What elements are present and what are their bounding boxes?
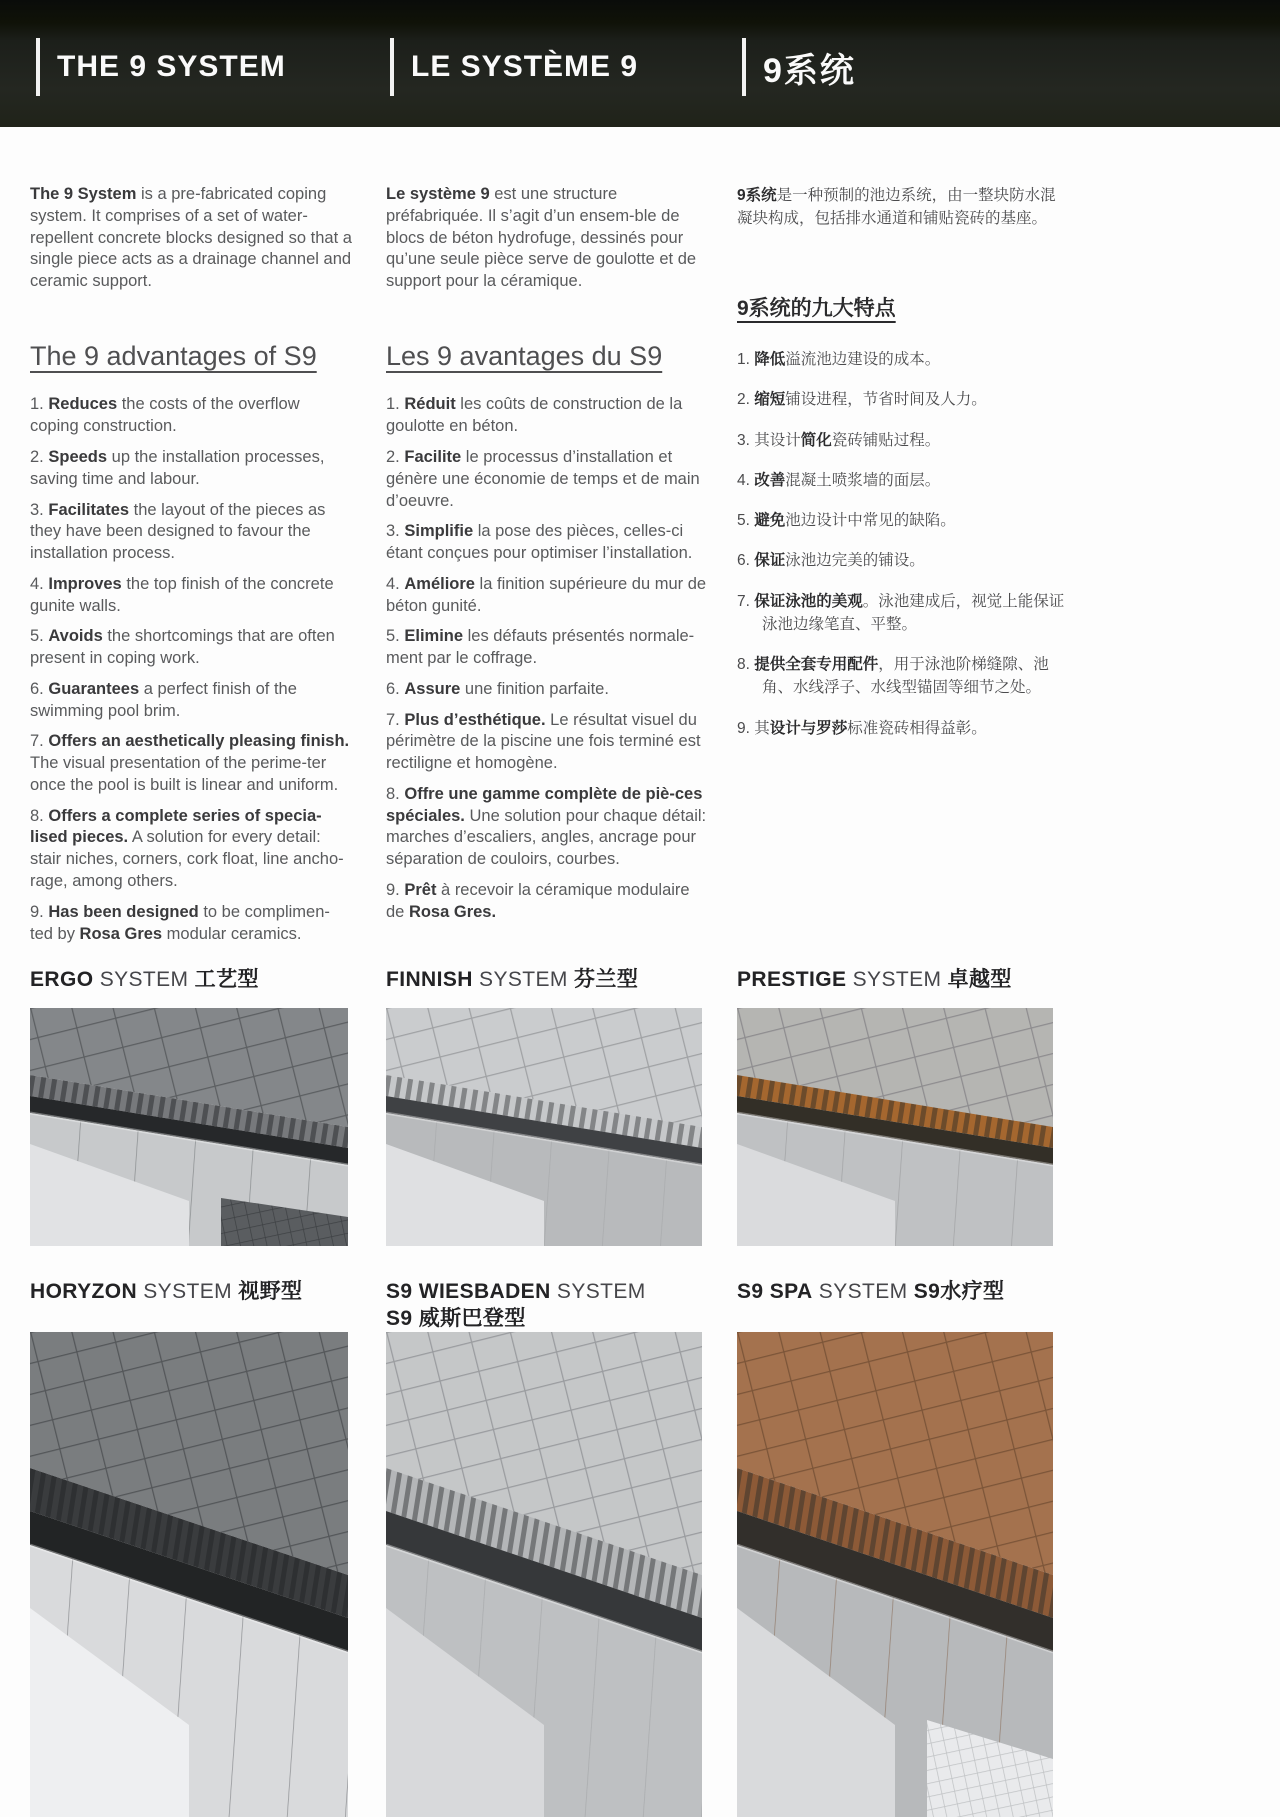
product-caption-wiesbaden-line1	[386, 1280, 646, 1303]
text-segment: 瓷砖铺贴过程。	[831, 431, 941, 449]
product-photo-svg	[737, 1008, 1053, 1246]
text-segment: Le système 9	[386, 185, 490, 203]
text-segment: the costs of the overflow coping construction.	[30, 395, 300, 436]
text-segment: 是一种预制的池边系统，由一整块防水混凝块构成，包括排水通道和铺贴瓷砖的基座。	[737, 187, 1056, 228]
product-photo-svg	[30, 1008, 348, 1246]
text-segment: Réduit	[404, 395, 456, 414]
advantage-item	[386, 394, 708, 438]
page-header	[0, 0, 1280, 127]
text-segment: 工艺型	[194, 968, 259, 991]
text-segment: the layout of the pieces as they have been designed to favour the installation process.	[30, 500, 326, 563]
text-segment: la finition supérieure du mur de béton gunité.	[386, 574, 707, 615]
text-segment: Speeds	[48, 447, 108, 466]
product-photo-prestige	[737, 1008, 1053, 1246]
text-segment: 视野型	[238, 1280, 303, 1303]
text-segment: 保证泳池的美观	[754, 592, 863, 610]
text-segment: 6.	[386, 679, 405, 698]
text-segment: 降低	[754, 351, 786, 368]
text-segment: Elimine	[404, 627, 464, 646]
text-segment: S9 WIESBADEN	[386, 1280, 551, 1303]
advantage-item	[737, 388, 1071, 411]
text-segment: 4.	[386, 574, 405, 593]
text-segment: The visual presentation of the perime-ter once the pool is built is linear and uniform.	[30, 754, 339, 794]
advantage-item	[30, 679, 352, 723]
advantage-item	[386, 574, 708, 618]
product-caption-finnish	[386, 966, 702, 1008]
text-segment: 设计与罗莎	[769, 719, 848, 737]
product-photo-ergo	[30, 1008, 348, 1246]
advantage-item	[30, 731, 352, 796]
text-segment: SYSTEM	[550, 1280, 646, 1303]
text-segment: The 9 System	[30, 185, 137, 203]
text-segment: Le résultat visuel du périmètre de la piscine une fois terminé est rectiligne et homogène.	[386, 710, 701, 773]
product-caption-wiesbaden	[386, 1278, 702, 1332]
advantage-item	[737, 429, 1071, 452]
product-photo-spa	[737, 1332, 1053, 1817]
column-english	[30, 184, 352, 954]
text-segment: 2.	[30, 447, 49, 466]
advantage-item	[737, 348, 1071, 371]
header-title-chinese: 9系统	[742, 38, 856, 96]
text-segment: une finition parfaite.	[460, 679, 609, 698]
text-segment: 溢流池边建设的成本。	[785, 351, 941, 368]
text-segment: 泳池边完美的铺设。	[785, 552, 925, 570]
advantage-item	[737, 469, 1071, 492]
text-segment: SYSTEM	[812, 1280, 914, 1303]
advantage-item	[737, 590, 1071, 637]
text-segment: Facilitates	[48, 500, 130, 519]
text-segment: SYSTEM	[93, 968, 195, 991]
text-segment: 7.	[386, 710, 405, 729]
text-segment: Améliore	[404, 574, 475, 593]
text-segment: HORYZON	[30, 1280, 138, 1303]
text-segment: Reduces	[48, 395, 118, 414]
text-segment: the shortcomings that are often present in coping work.	[30, 627, 335, 668]
text-segment: est une structure préfabriquée. Il s’agit d’un ensem-ble de blocs de béton hydrofuge, dessinés pour qu’une seule pièce serve de goulotte et de support pour la céramique.	[386, 185, 697, 291]
intro-paragraph-english	[30, 184, 352, 293]
text-segment: Improves	[48, 574, 122, 593]
text-segment: Assure	[404, 679, 461, 698]
advantage-item	[737, 509, 1071, 532]
text-segment: à recevoir la céramique modulaire de	[386, 881, 690, 921]
header-title-french: LE SYSTÈME 9	[390, 38, 638, 96]
text-segment: A solution for every detail: stair niches, corners, cork float, line ancho-rage, among others.	[30, 828, 344, 890]
text-segment: 1.	[737, 351, 755, 368]
text-segment: 8.	[386, 784, 405, 803]
text-segment: SYSTEM	[846, 968, 948, 991]
text-segment: FINNISH	[386, 968, 473, 991]
product-photo-svg	[737, 1332, 1053, 1817]
text-segment: 提供全套专用配件	[754, 656, 879, 673]
text-segment: 5.	[30, 627, 49, 646]
text-segment: 铺设进程，节省时间及人力。	[785, 391, 987, 409]
product-caption-horyzon	[30, 1278, 348, 1332]
advantage-item	[30, 902, 352, 946]
text-segment: Offre une gamme complète de piè-ces spéciales.	[386, 784, 703, 825]
text-segment: PRESTIGE	[737, 968, 847, 991]
text-segment: Simplifie	[404, 522, 474, 541]
text-segment: 2.	[737, 391, 755, 409]
text-segment: 缩短	[754, 391, 786, 409]
text-segment: Has been designed	[48, 902, 199, 921]
product-photo-horyzon	[30, 1332, 348, 1817]
product-figure-prestige	[737, 966, 1053, 1246]
product-photo-svg	[30, 1332, 348, 1817]
text-segment: Prêt	[404, 881, 437, 899]
text-segment: les défauts présentés normale-ment par le coffrage.	[386, 627, 695, 668]
text-segment: 避免	[754, 512, 786, 529]
text-segment: 5.	[386, 627, 405, 646]
text-segment: Offers a complete series of specia-lised pieces.	[30, 806, 322, 847]
advantage-item	[30, 447, 352, 491]
text-segment: to be complimen-ted by	[30, 902, 330, 943]
text-segment: modular ceramics.	[162, 924, 302, 943]
text-segment: SYSTEM	[472, 968, 575, 991]
text-segment: Plus d’esthétique.	[404, 710, 546, 729]
text-segment: the top finish of the concrete gunite walls.	[30, 574, 334, 615]
advantage-item	[386, 784, 708, 871]
product-caption-ergo	[30, 966, 348, 1008]
text-segment: ，用于泳池阶梯缝隙、池角、水线浮子、水线型锚固等细节之处。	[762, 656, 1049, 697]
product-figure-ergo	[30, 966, 348, 1246]
text-segment: is a pre-fabricated coping system. It comprises of a set of water-repellent concrete blocks designed so that a single piece acts as a drainage channel and ceramic support.	[30, 185, 352, 291]
text-segment: les coûts de construction de la goulotte en béton.	[386, 395, 683, 436]
product-figure-finnish	[386, 966, 702, 1246]
text-segment: 混凝土喷浆墙的面层。	[785, 471, 941, 489]
advantage-item	[30, 394, 352, 438]
text-segment: 5.	[737, 512, 755, 529]
text-segment: 8.	[30, 806, 49, 825]
advantages-list-chinese	[737, 348, 1071, 740]
product-figure-spa	[737, 1278, 1053, 1817]
text-segment: 6.	[737, 552, 755, 570]
text-segment: Une solution pour chaque détail: marches d’escaliers, angles, ancrage pour séparation de couloirs, courbes.	[386, 806, 707, 869]
text-segment: Facilite	[404, 447, 462, 466]
text-segment: Offers an aesthetically pleasing finish.	[48, 732, 350, 751]
text-segment: Guarantees	[48, 679, 140, 698]
text-segment: 9.	[386, 881, 405, 899]
text-segment: 6.	[30, 679, 49, 698]
product-photo-finnish	[386, 1008, 702, 1246]
text-segment: 1.	[30, 395, 49, 414]
advantage-item	[737, 653, 1071, 700]
text-segment: 7.	[30, 732, 49, 751]
text-segment: 3.	[30, 500, 49, 519]
text-segment: 4.	[30, 574, 49, 593]
text-segment: Avoids	[48, 627, 103, 646]
text-segment: la pose des pièces, celles-ci étant conçues pour optimiser l’installation.	[386, 522, 693, 563]
text-segment: le processus d’installation et génère une économie de temps et de main d’oeuvre.	[386, 447, 700, 510]
text-segment: 改善	[754, 471, 786, 489]
product-caption-wiesbaden-line2	[386, 1305, 702, 1332]
product-photo-wiesbaden	[386, 1332, 702, 1817]
product-figure-wiesbaden	[386, 1278, 702, 1817]
advantage-item	[737, 717, 1071, 740]
text-segment: 2.	[386, 447, 405, 466]
text-segment: S9 威斯巴登型	[386, 1307, 526, 1330]
text-segment: 9系统	[737, 187, 777, 204]
text-segment: 9. 其	[737, 719, 770, 737]
header-title-english: THE 9 SYSTEM	[36, 38, 286, 96]
text-segment: 3. 其设计	[737, 431, 801, 449]
advantage-item	[30, 574, 352, 618]
advantage-item	[386, 447, 708, 512]
text-segment: 池边设计中常见的缺陷。	[785, 512, 956, 529]
advantage-item	[30, 806, 352, 893]
text-segment: 卓越型	[947, 968, 1012, 991]
product-caption-spa	[737, 1278, 1053, 1332]
advantage-item	[386, 679, 708, 701]
advantages-list-english	[30, 394, 352, 945]
text-segment: 保证	[754, 552, 786, 570]
advantage-item	[386, 710, 708, 775]
text-segment: up the installation processes, saving time and labour.	[30, 447, 325, 488]
text-segment: Rosa Gres	[79, 924, 163, 943]
text-segment: 。泳池建成后，视觉上能保证泳池边缘笔直、平整。	[762, 592, 1065, 633]
text-segment: 3.	[386, 522, 405, 541]
advantages-heading-chinese: 9系统的九大特点	[737, 296, 896, 320]
advantage-item	[737, 549, 1071, 572]
advantages-heading-english: The 9 advantages of S9	[30, 340, 317, 371]
intro-paragraph-chinese	[737, 184, 1071, 231]
advantage-item	[30, 626, 352, 670]
product-photo-svg	[386, 1332, 702, 1817]
product-figure-horyzon	[30, 1278, 348, 1817]
text-segment: a perfect finish of the swimming pool brim.	[30, 679, 297, 720]
column-chinese	[737, 184, 1071, 757]
product-caption-prestige	[737, 966, 1053, 1008]
text-segment: Rosa Gres.	[408, 902, 497, 921]
product-photo-svg	[386, 1008, 702, 1246]
text-segment: SYSTEM	[137, 1280, 239, 1303]
advantage-item	[386, 521, 708, 565]
text-segment: 9.	[30, 902, 49, 921]
text-segment: S9 SPA	[737, 1280, 813, 1303]
text-segment: 1.	[386, 395, 405, 414]
advantages-heading-french: Les 9 avantages du S9	[386, 340, 663, 371]
intro-paragraph-french	[386, 184, 708, 293]
text-segment: 4.	[737, 471, 755, 489]
advantage-item	[386, 626, 708, 670]
text-segment: S9水疗型	[913, 1280, 1005, 1303]
advantage-item	[30, 500, 352, 565]
text-segment: 标准瓷砖相得益彰。	[847, 719, 987, 737]
text-segment: 7.	[737, 592, 755, 610]
text-segment: 8.	[737, 656, 755, 673]
column-french	[386, 184, 708, 933]
advantage-item	[386, 880, 708, 924]
text-segment: ERGO	[30, 968, 94, 991]
text-segment: 芬兰型	[574, 968, 639, 991]
text-segment: 简化	[800, 431, 832, 449]
advantages-list-french	[386, 394, 708, 923]
